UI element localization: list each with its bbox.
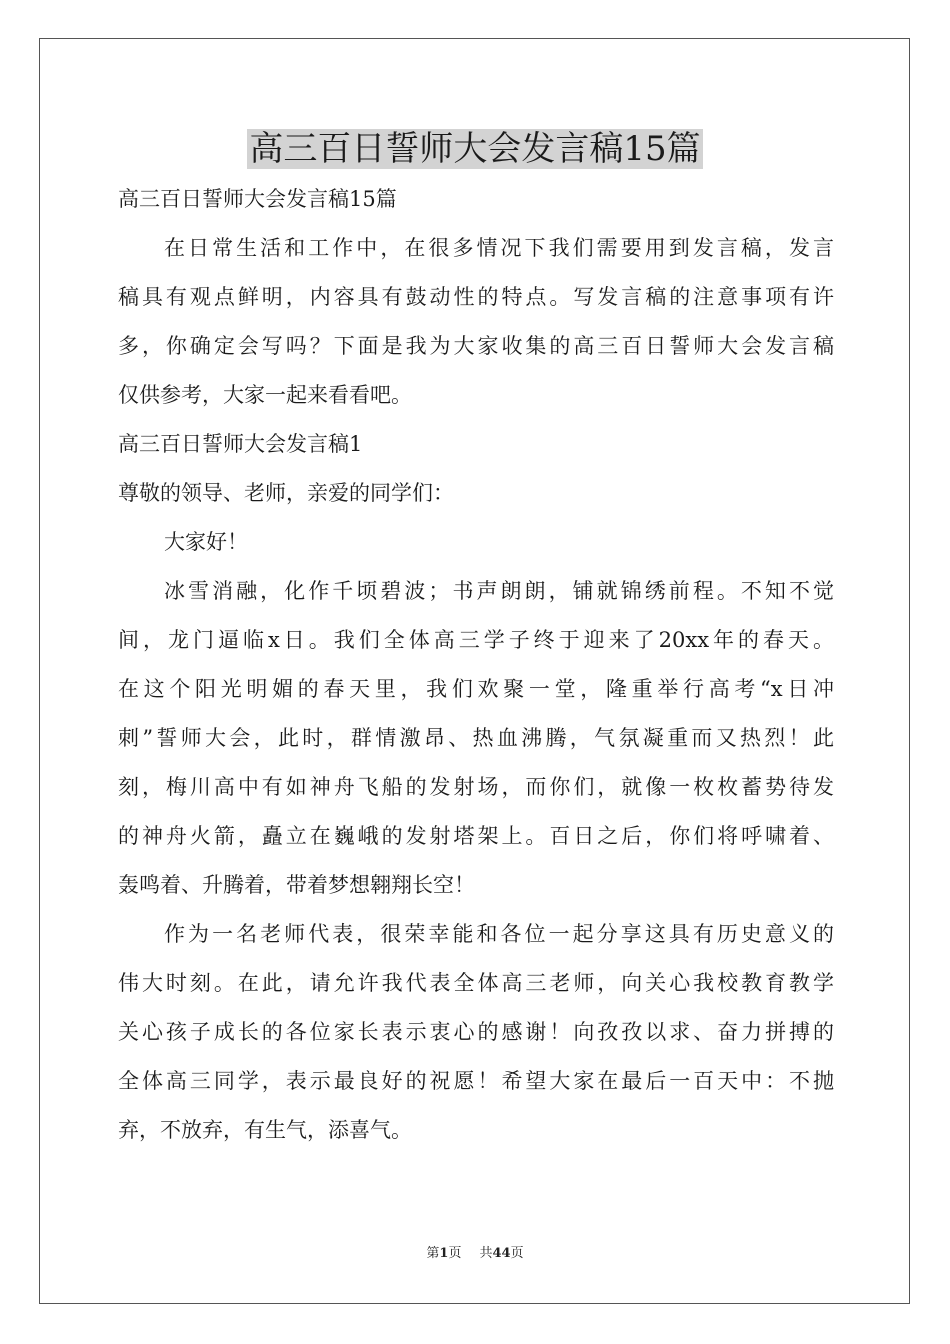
- text-line: 冰雪消融，化作千顷碧波；书声朗朗，铺就锦绣前程。不知不觉: [164, 579, 834, 603]
- footer-page-prefix: 第: [426, 1246, 440, 1261]
- text-line: 多，你确定会写吗？下面是我为大家收集的高三百日誓师大会发言稿: [118, 334, 834, 358]
- text-line: 刺”誓师大会，此时，群情激昂、热血沸腾，气氛凝重而又热烈！此: [118, 726, 834, 750]
- footer-page-number: 1: [439, 1246, 449, 1261]
- text-line: 伟大时刻。在此，请允许我代表全体高三老师，向关心我校教育教学: [118, 971, 834, 995]
- footer-total-suffix: 页: [510, 1246, 524, 1261]
- text-line: 关心孩子成长的各位家长表示衷心的感谢！向孜孜以求、奋力拼搏的: [118, 1020, 834, 1044]
- text-line: 高三百日誓师大会发言稿15篇: [118, 187, 397, 211]
- text-line: 轰鸣着、升腾着，带着梦想翱翔长空！: [118, 873, 475, 897]
- text-line: 高三百日誓师大会发言稿1: [118, 432, 363, 456]
- footer-total-prefix: 共: [479, 1246, 493, 1261]
- text-line: 的神舟火箭，矗立在巍峨的发射塔架上。百日之后，你们将呼啸着、: [118, 824, 834, 848]
- text-line: 刻，梅川高中有如神舟飞船的发射场，而你们，就像一枚枚蓄势待发: [118, 775, 834, 799]
- footer-total-pages: 44: [492, 1246, 511, 1261]
- text-line: 全体高三同学，表示最良好的祝愿！希望大家在最后一百天中：不抛: [118, 1069, 834, 1093]
- document-body: [118, 175, 834, 1155]
- document-title: [0, 126, 950, 172]
- text-line: 弃，不放弃，有生气，添喜气。: [118, 1118, 412, 1142]
- text-line: 稿具有观点鲜明，内容具有鼓动性的特点。写发言稿的注意事项有许: [118, 285, 834, 309]
- text-line: 尊敬的领导、老师，亲爱的同学们：: [118, 481, 454, 505]
- footer-page-suffix: 页: [448, 1246, 462, 1261]
- text-line: 在日常生活和工作中，在很多情况下我们需要用到发言稿，发言: [164, 236, 834, 260]
- text-line: 间，龙门逼临x日。我们全体高三学子终于迎来了20xx年的春天。: [118, 628, 834, 652]
- text-line: 仅供参考，大家一起来看看吧。: [118, 383, 412, 407]
- page-footer: [0, 1245, 950, 1263]
- text-line: 作为一名老师代表，很荣幸能和各位一起分享这具有历史意义的: [164, 922, 834, 946]
- document-title-text: 高三百日誓师大会发言稿15篇: [249, 129, 701, 169]
- text-line: 大家好！: [164, 530, 248, 554]
- text-line: 在这个阳光明媚的春天里，我们欢聚一堂，隆重举行高考“x日冲: [118, 677, 834, 701]
